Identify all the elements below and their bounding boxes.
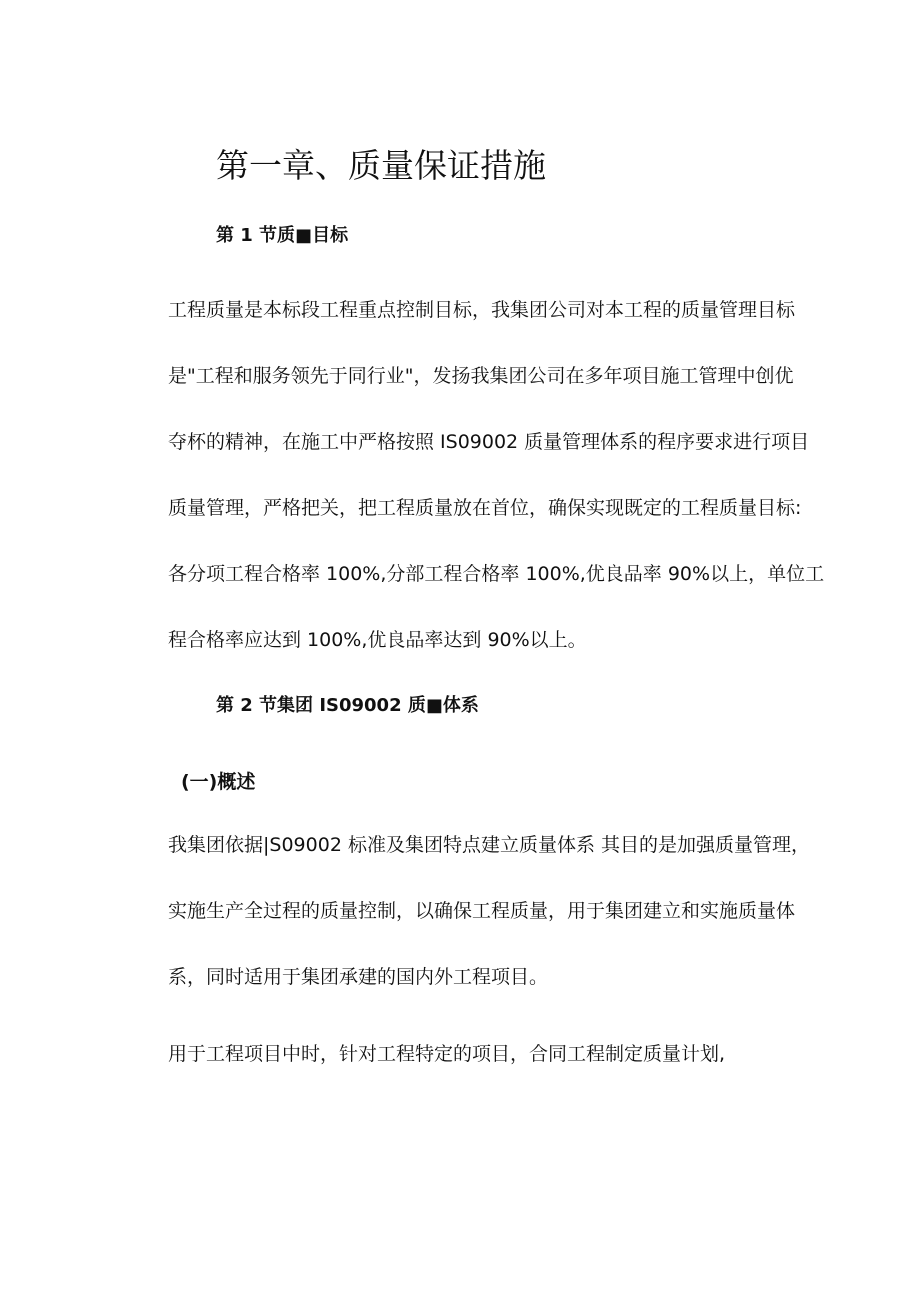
paragraph-line: 是"工程和服务领先于同行业"，发扬我集团公司在多年项目施工管理中创优 <box>168 365 794 387</box>
section-2-paragraph-2 <box>168 1040 838 1068</box>
paragraph-line: 工程质量是本标段工程重点控制目标，我集团公司对本工程的质量管理目标 <box>168 299 796 321</box>
section-2-paragraph <box>168 831 838 991</box>
overview-subheading: (一)概述 <box>181 771 256 793</box>
chapter-title: 第一章、质量保证措施 <box>216 146 546 185</box>
paragraph-line: 系，同时适用于集团承建的国内外工程项目。 <box>168 966 549 988</box>
paragraph-line: 夺杯的精神，在施工中严格按照 IS09002 质量管理体系的程序要求进行项目 <box>168 431 810 453</box>
paragraph-line: 我集团依据|S09002 标准及集团特点建立质量体系 其目的是加强质量管理， <box>168 834 810 856</box>
section-1-heading: 第 1 节质■目标 <box>216 225 349 246</box>
paragraph-line: 程合格率应达到 100%,优良品率达到 90%以上。 <box>168 629 587 651</box>
paragraph-line: 实施生产全过程的质量控制，以确保工程质量，用于集团建立和实施质量体 <box>168 900 796 922</box>
paragraph-line: 用于工程项目中时，针对工程特定的项目，合同工程制定质量计划, <box>168 1043 726 1065</box>
paragraph-line: 各分项工程合格率 100%,分部工程合格率 100%,优良品率 90%以上，单位工 <box>168 563 825 585</box>
section-1-paragraph <box>168 296 838 654</box>
section-2-heading: 第 2 节集团 IS09002 质■体系 <box>216 695 479 716</box>
paragraph-line: 质量管理，严格把关，把工程质量放在首位，确保实现既定的工程质量目标: <box>168 497 802 519</box>
